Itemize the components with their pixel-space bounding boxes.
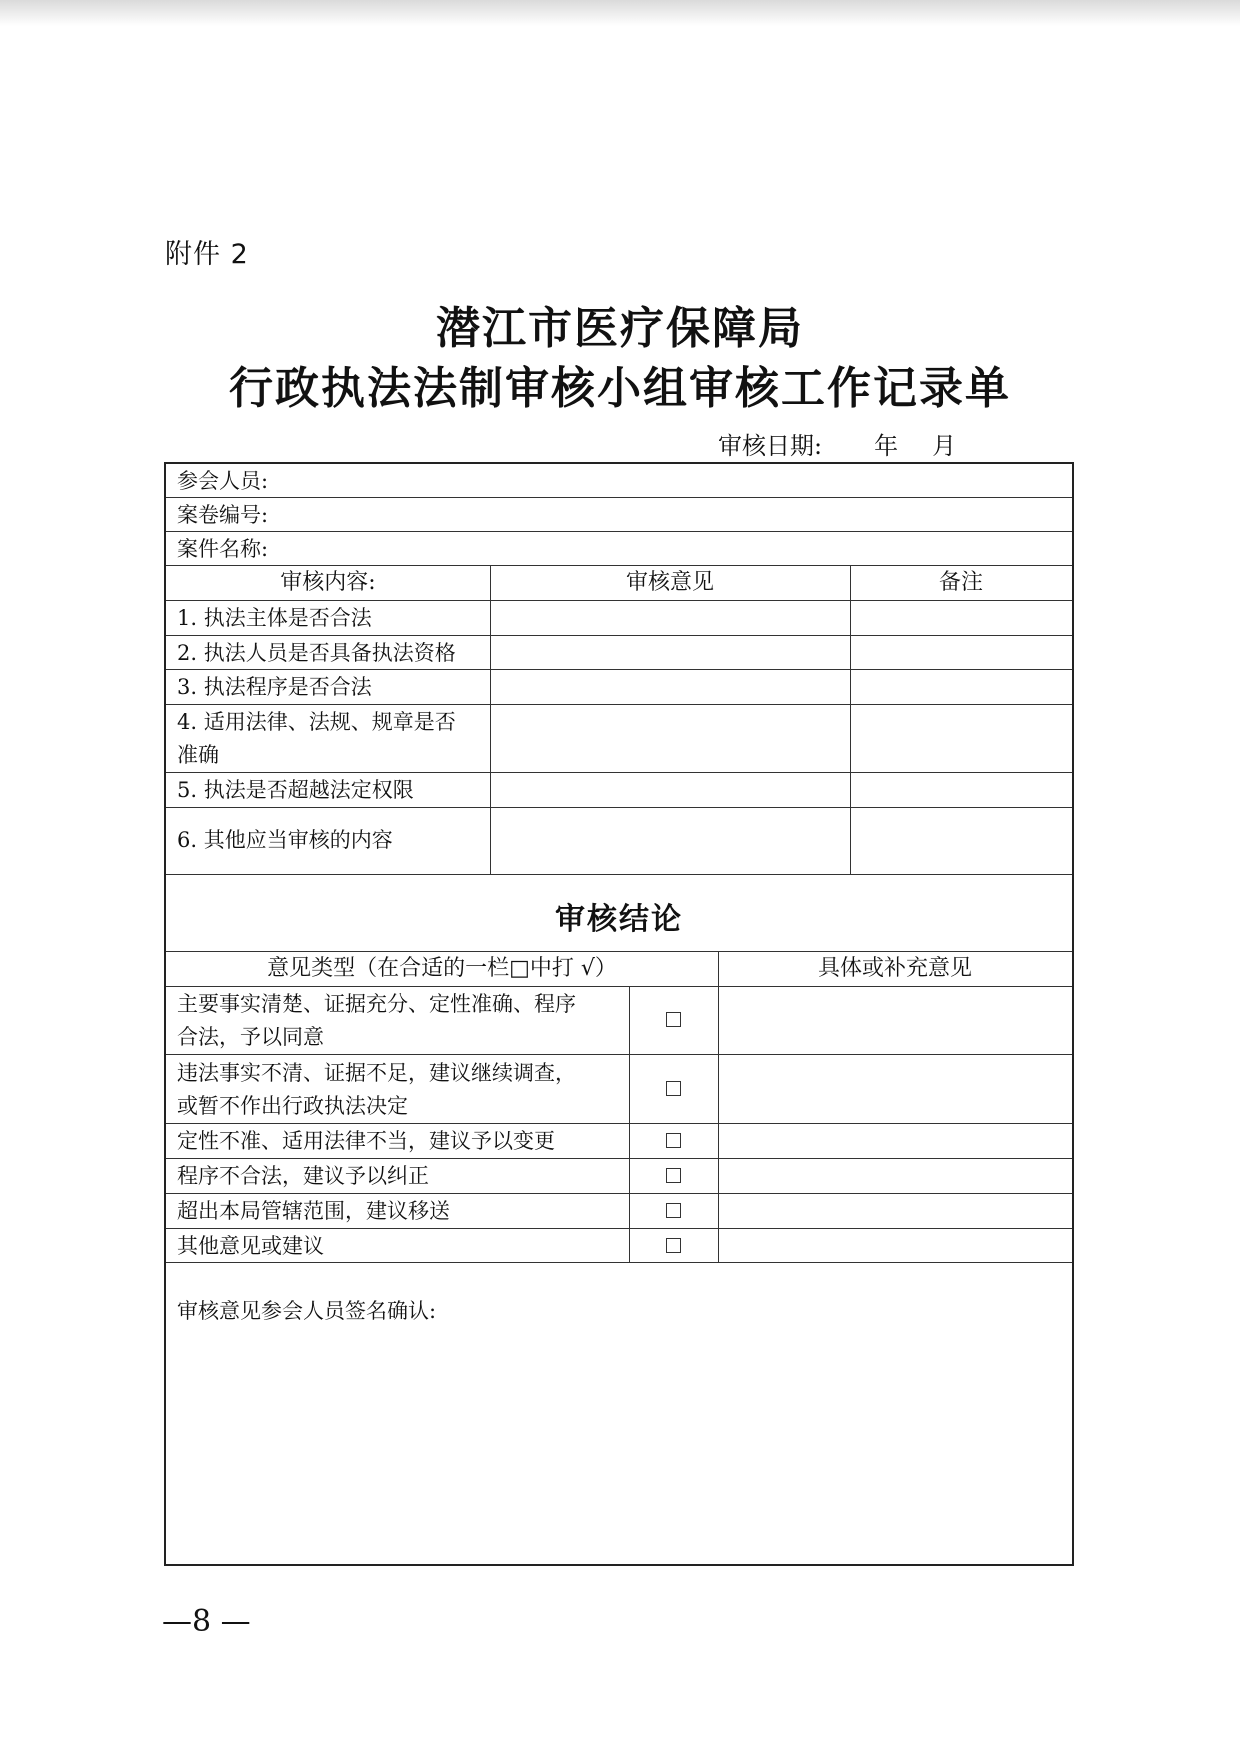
opinion-option-5: 超出本局管辖范围，建议移送 — [177, 1199, 450, 1223]
option-2-checkbox[interactable] — [666, 1081, 681, 1096]
row-divider — [166, 497, 1072, 498]
column-divider — [850, 565, 851, 874]
opinion-option-2-line2: 或暂不作出行政执法决定 — [177, 1094, 408, 1118]
attendees-field-label: 参会人员: — [177, 469, 269, 493]
opinion-option-1-line2: 合法，予以同意 — [177, 1025, 324, 1049]
option-6-checkbox[interactable] — [666, 1238, 681, 1253]
review-item-5: 5. 执法是否超越法定权限 — [177, 778, 414, 802]
review-item-6: 6. 其他应当审核的内容 — [177, 828, 393, 852]
review-item-3: 3. 执法程序是否合法 — [177, 675, 372, 699]
review-item-2: 2. 执法人员是否具备执法资格 — [177, 641, 456, 665]
month-label: 月 — [932, 432, 957, 460]
detail-opinion-header: 具体或补充意见 — [817, 956, 972, 981]
option-5-checkbox[interactable] — [666, 1203, 681, 1218]
case-name-field-label: 案件名称: — [177, 537, 269, 561]
year-label: 年 — [874, 432, 899, 460]
document-title-line2: 行政执法法制审核小组审核工作记录单 — [229, 363, 1011, 414]
scan-edge-shadow — [0, 0, 1240, 26]
review-item-4-line2: 准确 — [177, 743, 219, 767]
row-divider — [166, 1054, 1072, 1055]
opinion-option-2-line1: 违法事实不清、证据不足，建议继续调查， — [177, 1061, 576, 1085]
review-date-label: 审核日期: — [718, 432, 823, 460]
option-1-checkbox[interactable] — [666, 1012, 681, 1027]
option-3-checkbox[interactable] — [666, 1133, 681, 1148]
review-opinion-header: 审核意见 — [625, 570, 714, 595]
review-item-1: 1. 执法主体是否合法 — [177, 606, 372, 630]
review-record-form — [164, 462, 1074, 1566]
column-divider — [629, 986, 630, 1262]
opinion-option-4: 程序不合法，建议予以纠正 — [177, 1164, 429, 1188]
row-divider — [166, 874, 1072, 875]
attachment-label: 附件 2 — [165, 239, 249, 270]
case-number-field-label: 案卷编号: — [177, 503, 269, 527]
column-divider — [490, 565, 491, 874]
row-divider — [166, 531, 1072, 532]
review-item-4-line1: 4. 适用法律、法规、规章是否 — [177, 710, 456, 734]
signature-confirmation-label: 审核意见参会人员签名确认: — [177, 1299, 437, 1323]
option-4-checkbox[interactable] — [666, 1168, 681, 1183]
opinion-type-header: 意见类型（在合适的一栏□中打 √） — [267, 956, 617, 981]
remarks-header: 备注 — [938, 570, 983, 595]
opinion-option-6: 其他意见或建议 — [177, 1234, 324, 1258]
review-date-line — [718, 426, 956, 461]
opinion-option-1-line1: 主要事实清楚、证据充分、定性准确、程序 — [177, 992, 576, 1016]
row-divider — [166, 807, 1072, 808]
page-number: —8 — — [162, 1604, 251, 1639]
review-content-header: 审核内容: — [280, 570, 376, 595]
document-title-line1: 潜江市医疗保障局 — [436, 303, 804, 354]
opinion-option-3: 定性不准、适用法律不当，建议予以变更 — [177, 1129, 555, 1153]
conclusion-title: 审核结论 — [555, 902, 683, 937]
column-divider — [718, 951, 719, 1262]
